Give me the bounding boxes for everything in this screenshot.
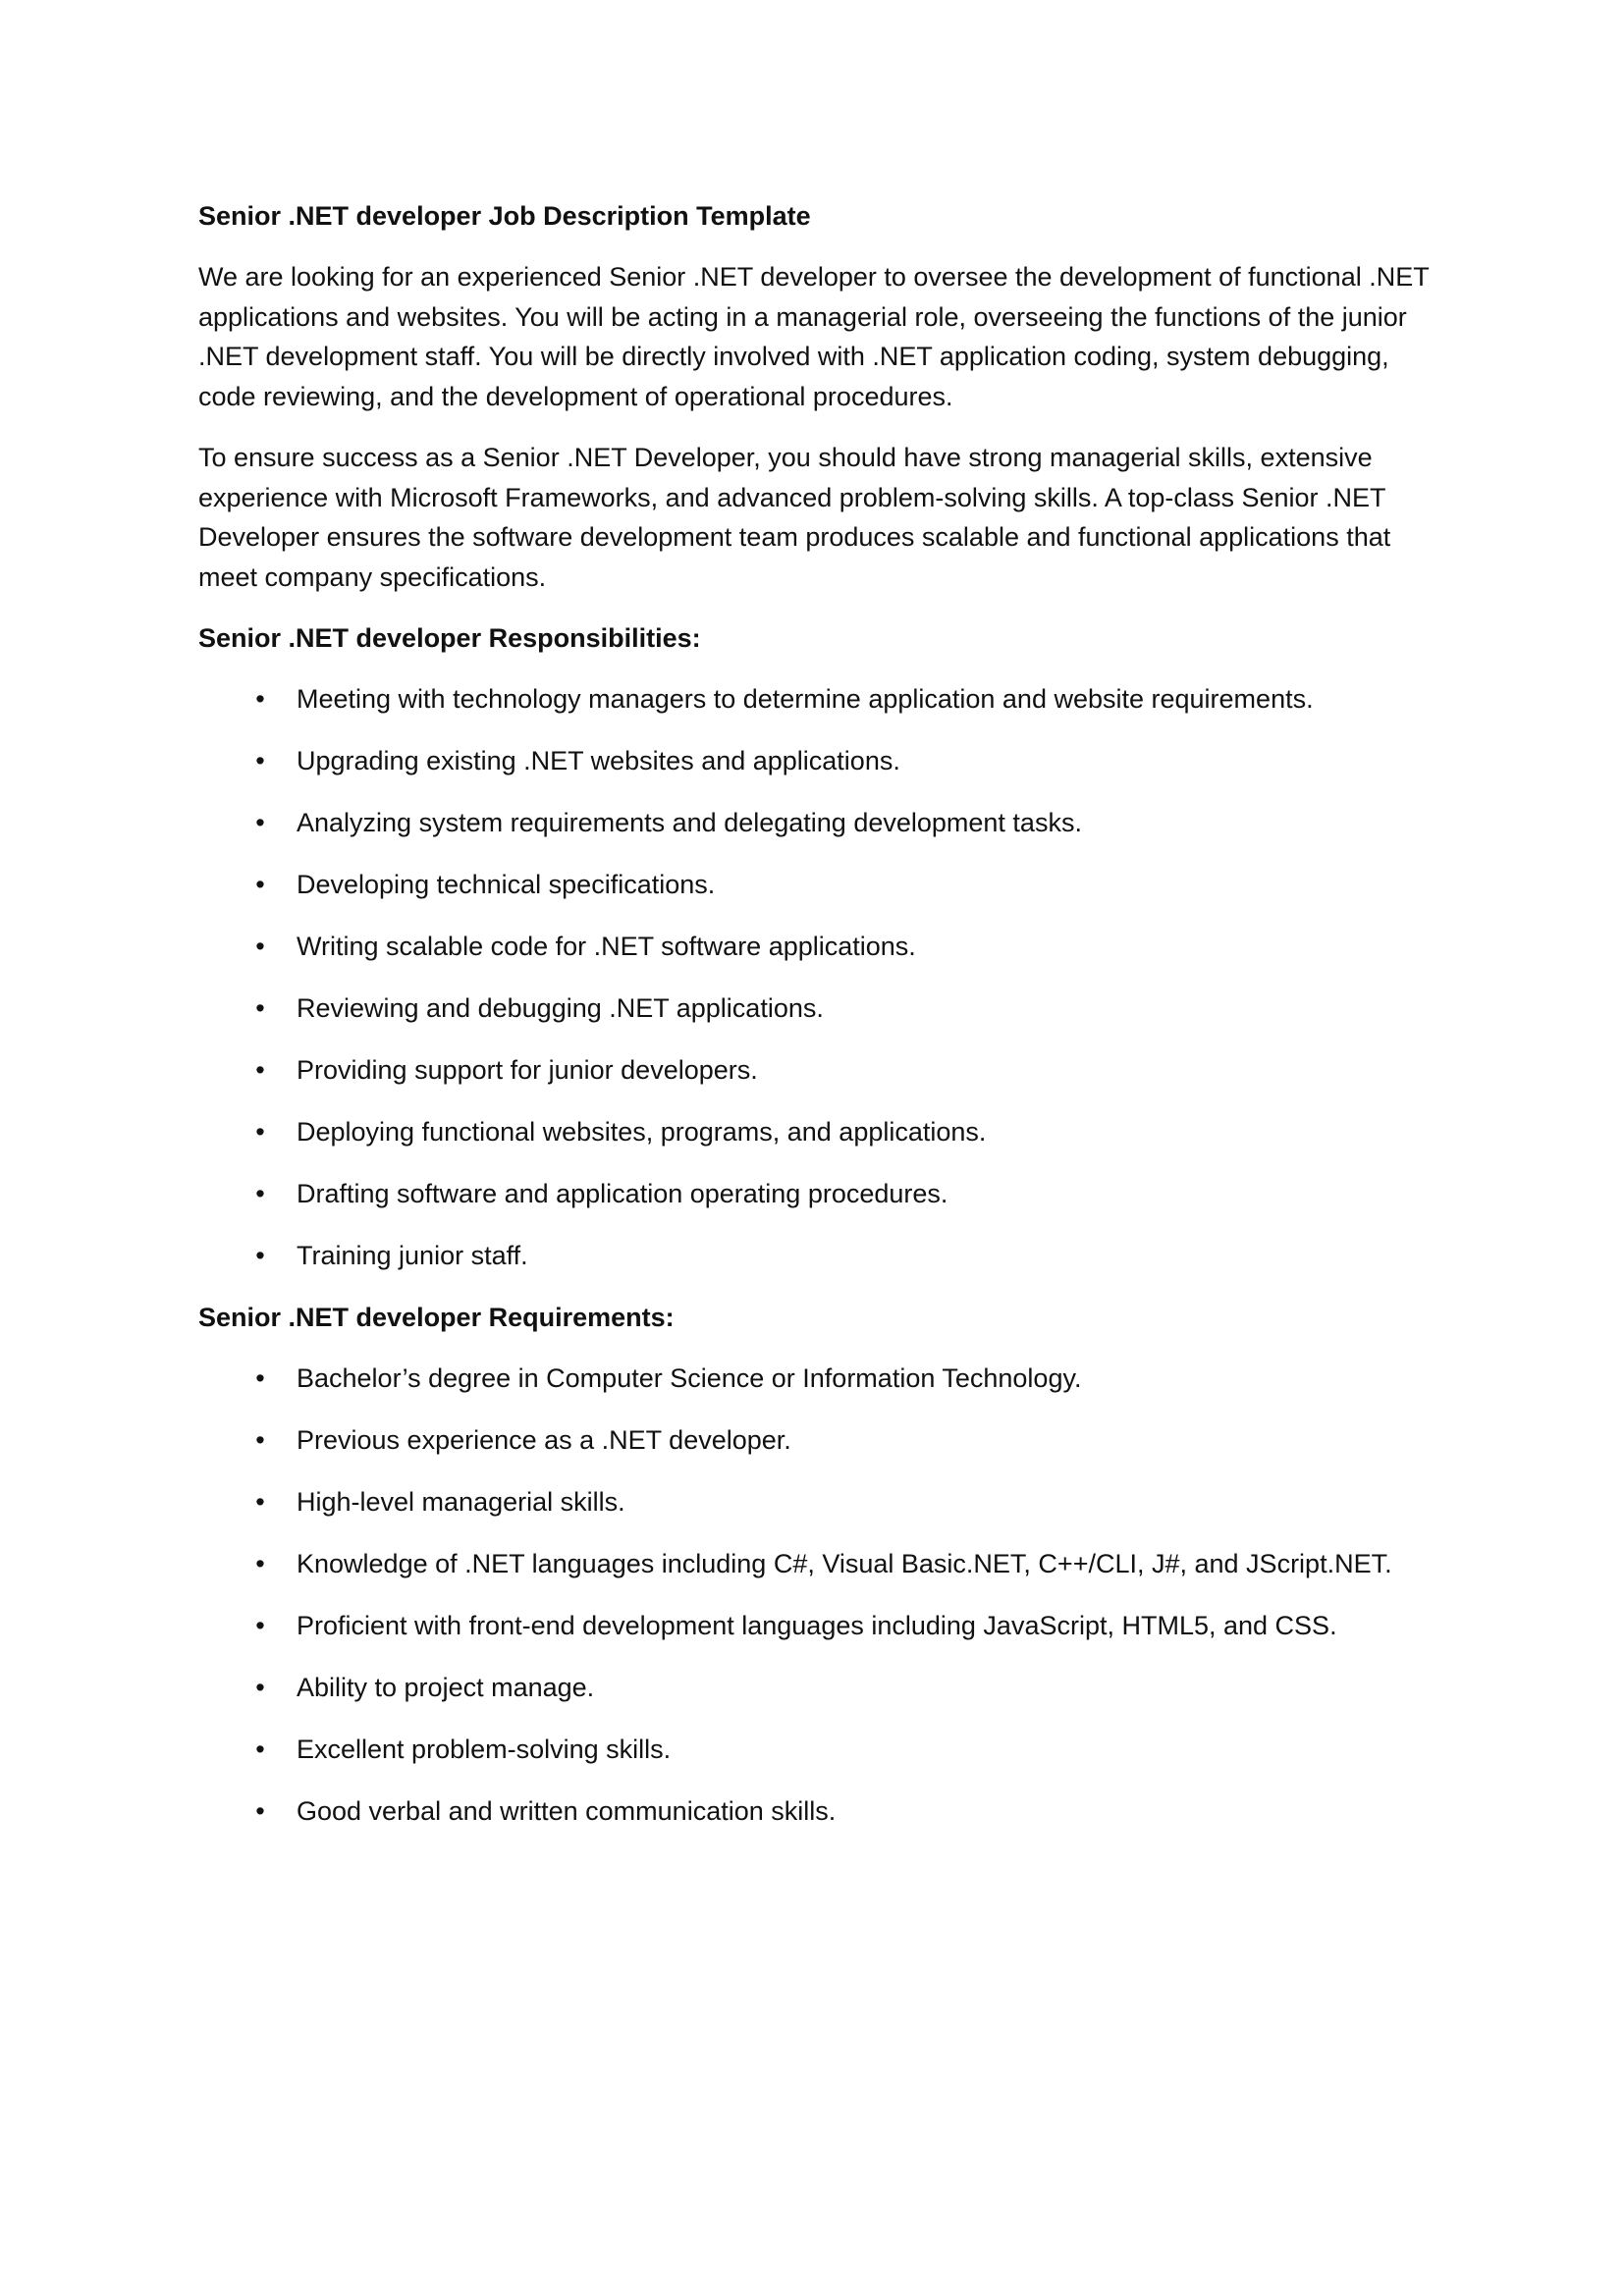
bullet-icon: • [255, 1241, 265, 1270]
list-item-text: Analyzing system requirements and delegating development tasks. [297, 808, 1082, 837]
list-item [198, 1236, 1445, 1275]
list-item [198, 1730, 1445, 1769]
document-body [198, 196, 1445, 1853]
list-item [198, 1359, 1445, 1398]
intro-paragraph: We are looking for an experienced Senior .NET developer to oversee the development of functional .NET applications and websites. You will be acting in a managerial role, overseeing the functions of the junior .NET development staff. You will be directly involved with .NET application coding, system debugging, code reviewing, and the development of operational procedures. [198, 262, 1430, 411]
bullet-icon: • [255, 746, 265, 775]
list-item-text: Training junior staff. [297, 1241, 528, 1270]
list-item-text: Writing scalable code for .NET software applications. [297, 932, 916, 961]
list-item [198, 988, 1445, 1028]
requirements-list [198, 1359, 1445, 1831]
list-item [198, 865, 1445, 904]
list-item [198, 1420, 1445, 1460]
list-item [198, 679, 1445, 719]
responsibilities-list [198, 679, 1445, 1275]
list-item-text: Proficient with front-end development languages including JavaScript, HTML5, and CSS. [297, 1611, 1337, 1640]
document-title: Senior .NET developer Job Description Template [198, 201, 811, 231]
list-item-text: Providing support for junior developers. [297, 1055, 758, 1085]
responsibilities-heading: Senior .NET developer Responsibilities: [198, 623, 701, 653]
list-item [198, 1050, 1445, 1090]
list-item-text: Bachelor’s degree in Computer Science or Information Technology. [297, 1363, 1082, 1393]
list-item-text: High-level managerial skills. [297, 1487, 625, 1517]
requirements-heading: Senior .NET developer Requirements: [198, 1303, 675, 1332]
list-item [198, 1112, 1445, 1151]
bullet-icon: • [255, 1487, 265, 1517]
bullet-icon: • [255, 1611, 265, 1640]
bullet-icon: • [255, 1055, 265, 1085]
list-item-text: Excellent problem-solving skills. [297, 1735, 672, 1764]
list-item [198, 803, 1445, 842]
success-paragraph: To ensure success as a Senior .NET Developer, you should have strong managerial skills, extensive experience with Microsoft Frameworks, and advanced problem-solving skills. A top-class Senior .NET Developer ensures the software development team produces scalable and functional applications that meet company specifications. [198, 443, 1391, 592]
bullet-icon: • [255, 993, 265, 1023]
list-item [198, 1791, 1445, 1831]
bullet-icon: • [255, 1549, 265, 1578]
list-item-text: Developing technical specifications. [297, 870, 716, 899]
list-item-text: Reviewing and debugging .NET applications. [297, 993, 824, 1023]
list-item-text: Upgrading existing .NET websites and applications. [297, 746, 900, 775]
list-item-text: Meeting with technology managers to determine application and website requirements. [297, 684, 1314, 714]
list-item-text: Previous experience as a .NET developer. [297, 1425, 791, 1455]
bullet-icon: • [255, 1673, 265, 1702]
list-item [198, 1544, 1445, 1583]
list-item [198, 1174, 1445, 1213]
list-item [198, 741, 1445, 780]
list-item-text: Knowledge of .NET languages including C#, Visual Basic.NET, C++/CLI, J#, and JScript.NET. [297, 1549, 1392, 1578]
bullet-icon: • [255, 1179, 265, 1208]
list-item [198, 1606, 1445, 1645]
bullet-icon: • [255, 1363, 265, 1393]
bullet-icon: • [255, 684, 265, 714]
bullet-icon: • [255, 808, 265, 837]
bullet-icon: • [255, 870, 265, 899]
bullet-icon: • [255, 932, 265, 961]
list-item [198, 927, 1445, 966]
bullet-icon: • [255, 1117, 265, 1147]
bullet-icon: • [255, 1425, 265, 1455]
bullet-icon: • [255, 1735, 265, 1764]
list-item [198, 1668, 1445, 1707]
list-item [198, 1482, 1445, 1522]
list-item-text: Ability to project manage. [297, 1673, 595, 1702]
bullet-icon: • [255, 1796, 265, 1826]
list-item-text: Good verbal and written communication skills. [297, 1796, 837, 1826]
list-item-text: Drafting software and application operating procedures. [297, 1179, 948, 1208]
list-item-text: Deploying functional websites, programs, and applications. [297, 1117, 987, 1147]
